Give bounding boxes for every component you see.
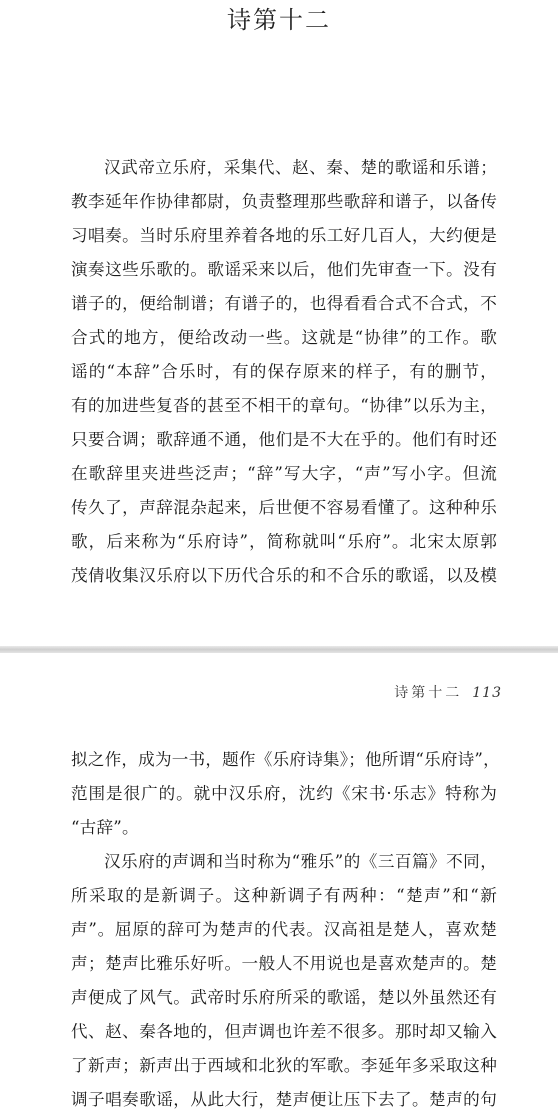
text-line: 传久了，声辞混杂起来，后世便不容易看懂了。这种种乐 <box>71 498 497 517</box>
text-line: “古辞”。 <box>71 818 139 837</box>
chapter-title: 诗第十二 <box>227 6 331 34</box>
text-line: 了新声；新声出于西域和北狄的军歌。李延年多采取这种 <box>71 1056 497 1075</box>
text-line: 拟之作，成为一书，题作《乐府诗集》；他所谓“乐府诗”， <box>71 750 500 769</box>
text-line: 茂倩收集汉乐府以下历代合乐的和不合乐的歌谣，以及模 <box>71 566 497 585</box>
text-line: 代、赵、秦各地的，但声调也许差不很多。那时却又输入 <box>71 1022 497 1041</box>
page-divider <box>0 646 558 653</box>
top-page-body <box>71 151 497 593</box>
text-line: 演奏这些乐歌的。歌谣采来以后，他们先审查一下。没有 <box>71 260 497 279</box>
running-header <box>394 684 502 702</box>
text-line: 在歌辞里夹进些泛声；“辞”写大字，“声”写小字。但流 <box>71 464 497 483</box>
text-line: 习唱奏。当时乐府里养着各地的乐工好几百人，大约便是 <box>71 226 497 245</box>
bottom-page <box>0 653 558 1109</box>
text-line: 合式的地方，便给改动一些。这就是“协律”的工作。歌 <box>71 328 497 347</box>
text-line: 范围是很广的。就中汉乐府，沈约《宋书·乐志》特称为 <box>71 784 497 803</box>
text-line: 歌，后来称为“乐府诗”，简称就叫“乐府”。北宋太原郭 <box>71 532 497 551</box>
text-line: 有的加进些复沓的甚至不相干的章句。“协律”以乐为主， <box>71 396 497 415</box>
text-line: 调子唱奏歌谣，从此大行，楚声便让压下去了。楚声的句 <box>71 1090 497 1109</box>
bottom-page-body <box>71 743 500 1117</box>
text-line: 声”。屈原的辞可为楚声的代表。汉高祖是楚人，喜欢楚 <box>71 920 497 939</box>
text-line: 声；楚声比雅乐好听。一般人不用说也是喜欢楚声的。楚 <box>71 954 497 973</box>
text-line: 谣的“本辞”合乐时，有的保存原来的样子，有的删节， <box>71 362 497 381</box>
text-line: 汉武帝立乐府，采集代、赵、秦、楚的歌谣和乐谱； <box>104 158 497 177</box>
running-header-title: 诗第十二 <box>394 685 463 701</box>
text-line: 谱子的，便给制谱；有谱子的，也得看看合式不合式，不 <box>71 294 497 313</box>
text-line: 只要合调；歌辞通不通，他们是不大在乎的。他们有时还 <box>71 430 497 449</box>
text-line: 声便成了风气。武帝时乐府所采的歌谣，楚以外虽然还有 <box>71 988 497 1007</box>
page-number: 113 <box>472 685 502 701</box>
text-line: 所采取的是新调子。这种新调子有两种：“楚声”和“新 <box>71 886 497 905</box>
text-line: 教李延年作协律都尉，负责整理那些歌辞和谱子，以备传 <box>71 192 497 211</box>
text-line: 汉乐府的声调和当时称为“雅乐”的《三百篇》不同， <box>104 852 497 871</box>
